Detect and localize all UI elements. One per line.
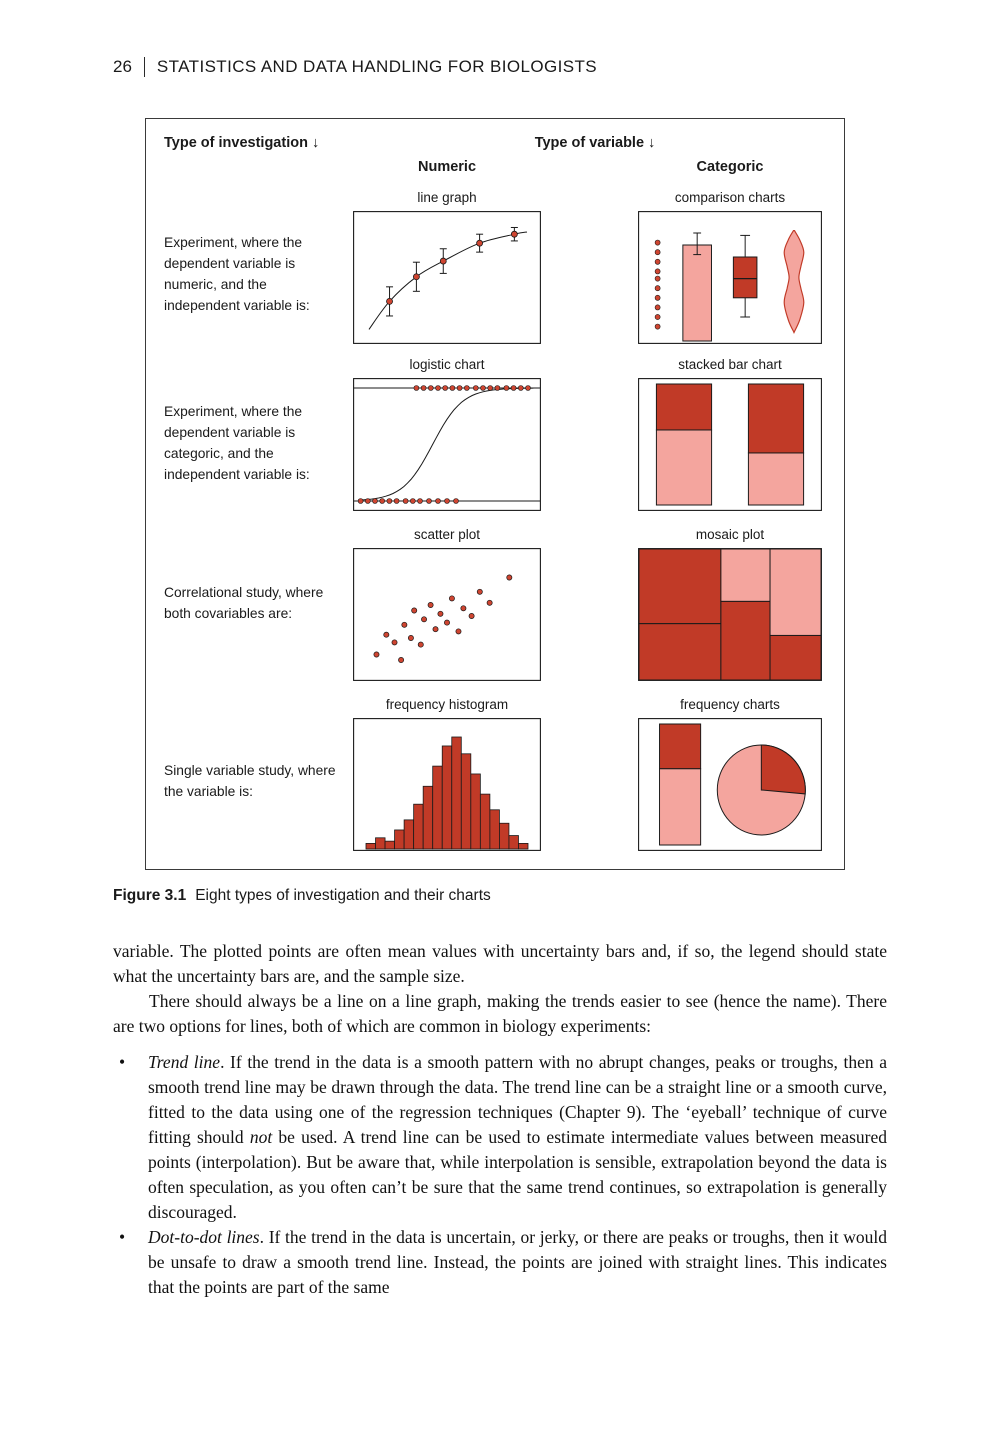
scatter-plot-chart xyxy=(353,548,541,681)
bullet-text-dot-to-dot xyxy=(148,1225,887,1300)
bullet-body: be used. A trend line can be used to estimate intermediate values between measured points (interpolation). But be aware that, while interpolation is sensible, extrapolation beyond the data is often speculation, as you often can’t be sure that the same trend continues, so extrapolation is generally discouraged. xyxy=(148,1127,887,1222)
bullet-body: . If the trend in the data is a smooth pattern with no abrupt changes, peaks or troughs, then a smooth trend line may be drawn through the data. The trend line can be a straight line or a smooth curve, fitted to the data using one of the regression techniques (Chapter 9). The ‘eyeball’ technique of curve fitting should xyxy=(148,1052,888,1147)
mosaic-plot-label: mosaic plot xyxy=(695,527,765,542)
down-arrow-icon: ↓ xyxy=(648,135,656,151)
bullet-text-trend-line xyxy=(148,1050,887,1225)
comparison-charts-chart xyxy=(638,211,822,344)
row-description-4: Single variable study, where the variable is: xyxy=(164,763,336,799)
row-description-3: Correlational study, where both covariables are: xyxy=(164,585,324,621)
variable-header xyxy=(535,135,656,151)
list-item xyxy=(113,1050,887,1225)
scatter-plot-label: scatter plot xyxy=(413,527,481,542)
figure-caption-label: Figure 3.1 xyxy=(113,887,187,904)
bullet-list xyxy=(113,1050,887,1300)
bullet-lead: Dot-to-dot lines xyxy=(148,1227,260,1247)
mosaic-plot-chart xyxy=(638,548,822,681)
paragraph-1: variable. The plotted points are often mean values with uncertainty bars and, if so, the legend should state what the uncertainty bars are, and the sample size. xyxy=(113,941,887,986)
figure-caption xyxy=(113,887,491,905)
body-text xyxy=(113,939,887,1300)
frequency-charts-label: frequency charts xyxy=(680,697,780,712)
line-graph-chart xyxy=(353,211,541,344)
row-description-2: Experiment, where the dependent variable is categoric, and the independent variable is: xyxy=(164,404,310,482)
running-head xyxy=(113,57,597,77)
figure-caption-text: Eight types of investigation and their charts xyxy=(195,887,491,904)
paragraph-2: There should always be a line on a line graph, making the trends easier to see (hence the name). There are two options for lines, both of which are common in biology experiments: xyxy=(113,991,887,1036)
logistic-chart-label: logistic chart xyxy=(409,357,485,372)
line-graph-label: line graph xyxy=(417,190,477,205)
logistic-chart-chart xyxy=(353,378,541,511)
column-header-numeric: Numeric xyxy=(417,159,477,175)
figure-box xyxy=(145,118,845,870)
frequency-charts-chart xyxy=(638,718,822,851)
header-divider xyxy=(144,57,145,77)
comparison-charts-label: comparison charts xyxy=(674,190,786,205)
frequency-histogram-chart xyxy=(353,718,541,851)
bullet-body: . If the trend in the data is uncertain, or jerky, or there are peaks or troughs, then it would be unsafe to draw a smooth trend line. Instead, the points are joined with straight lines. This indicates that the points are part of the same xyxy=(148,1227,887,1297)
list-item xyxy=(113,1225,887,1300)
stacked-bar-chart-label: stacked bar chart xyxy=(678,357,782,372)
bullet-lead: Trend line xyxy=(148,1052,221,1072)
investigation-header xyxy=(164,135,319,151)
bullet-marker: • xyxy=(119,1227,126,1247)
investigation-header-label: Type of investigation xyxy=(164,135,308,151)
bullet-marker: • xyxy=(119,1052,126,1072)
row-description-1: Experiment, where the dependent variable is numeric, and the independent variable is: xyxy=(164,235,310,313)
frequency-histogram-label: frequency histogram xyxy=(385,697,509,712)
variable-header-label: Type of variable xyxy=(534,135,645,151)
page-number: 26 xyxy=(113,57,132,76)
column-header-categoric: Categoric xyxy=(696,159,764,175)
bullet-italic-word: not xyxy=(249,1127,273,1147)
running-head-title: STATISTICS AND DATA HANDLING FOR BIOLOGISTS xyxy=(156,57,597,76)
stacked-bar-chart-chart xyxy=(638,378,822,511)
down-arrow-icon: ↓ xyxy=(311,135,320,151)
